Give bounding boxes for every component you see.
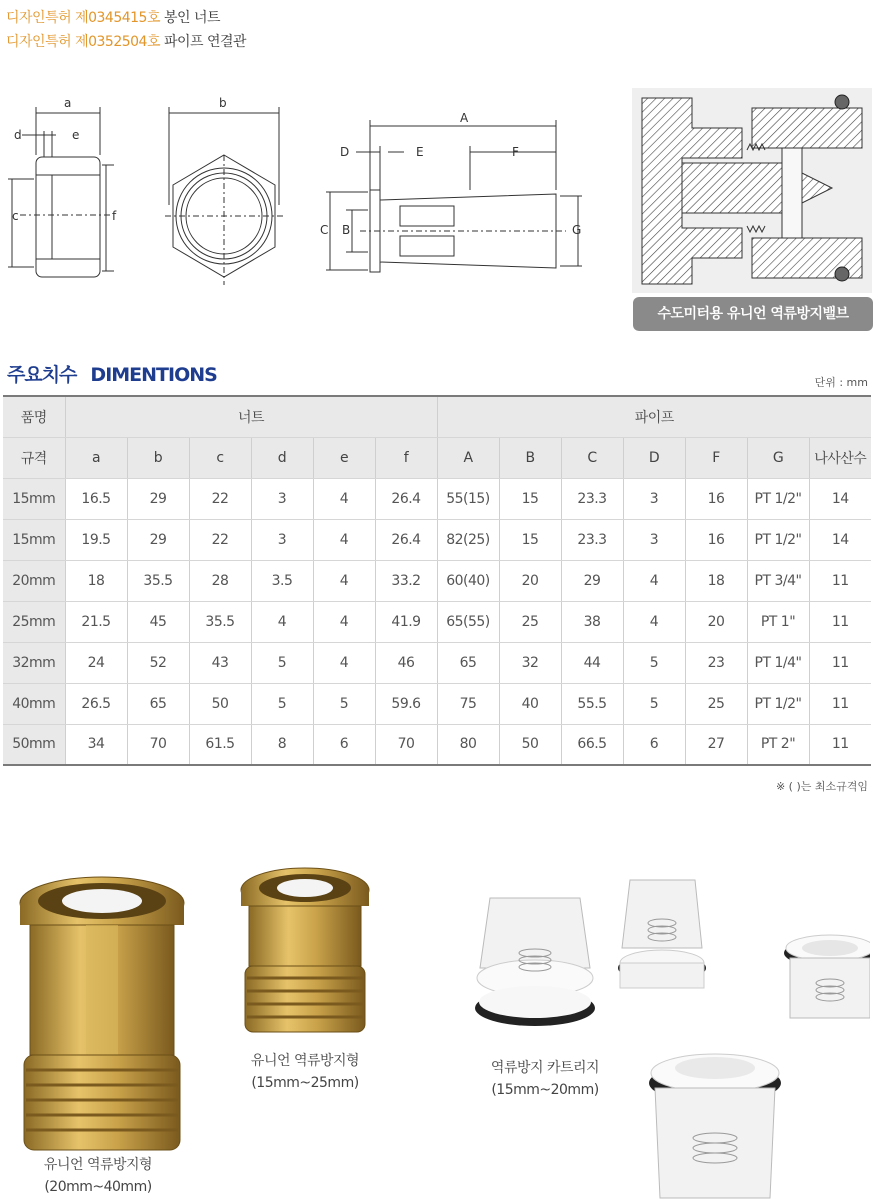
table-cell: 11 bbox=[809, 724, 871, 765]
unit-label: 단위 : mm bbox=[814, 376, 868, 389]
table-cell: 18 bbox=[65, 560, 127, 601]
row-size-cell: 40mm bbox=[3, 683, 65, 724]
table-cell: PT 2" bbox=[747, 724, 809, 765]
table-cell: 18 bbox=[685, 560, 747, 601]
table-group-header-row bbox=[3, 396, 871, 437]
dim-label-e: e bbox=[72, 128, 80, 142]
patent-code: 디자인특허 제0345415호 bbox=[6, 10, 160, 26]
product-name: 유니언 역류방지형 bbox=[43, 1157, 153, 1173]
table-cell: 50 bbox=[189, 683, 251, 724]
column-header: f bbox=[375, 437, 437, 478]
product-size: (15mm~25mm) bbox=[251, 1075, 359, 1091]
table-cell: 40 bbox=[499, 683, 561, 724]
product-name: 역류방지 카트리지 bbox=[490, 1060, 600, 1076]
table-cell: 14 bbox=[809, 478, 871, 519]
product-caption-3 bbox=[455, 1057, 635, 1101]
column-header: 나사산수 bbox=[809, 437, 871, 478]
valve-cross-section bbox=[632, 88, 872, 293]
header-pipe: 파이프 bbox=[437, 396, 871, 437]
table-cell: 3 bbox=[251, 478, 313, 519]
table-cell: 4 bbox=[623, 560, 685, 601]
patent-name: 봉인 너트 bbox=[163, 10, 221, 26]
table-row bbox=[3, 724, 871, 765]
table-cell: 6 bbox=[623, 724, 685, 765]
table-cell: 28 bbox=[189, 560, 251, 601]
table-cell: 27 bbox=[685, 724, 747, 765]
dim-label-f: f bbox=[112, 209, 117, 223]
table-cell: 15 bbox=[499, 478, 561, 519]
table-row bbox=[3, 560, 871, 601]
valve-caption: 수도미터용 유니언 역류방지밸브 bbox=[633, 297, 873, 331]
table-cell: 25 bbox=[499, 601, 561, 642]
table-cell: 55.5 bbox=[561, 683, 623, 724]
dim-label-F: F bbox=[512, 145, 519, 159]
table-cell: 3 bbox=[251, 519, 313, 560]
table-cell: 20 bbox=[499, 560, 561, 601]
table-cell: 23.3 bbox=[561, 519, 623, 560]
table-cell: 3 bbox=[623, 519, 685, 560]
table-cell: 25 bbox=[685, 683, 747, 724]
table-cell: 34 bbox=[65, 724, 127, 765]
table-cell: 6 bbox=[313, 724, 375, 765]
table-cell: 4 bbox=[251, 601, 313, 642]
table-cell: 5 bbox=[251, 683, 313, 724]
table-row bbox=[3, 478, 871, 519]
table-row bbox=[3, 683, 871, 724]
product-size: (15mm~20mm) bbox=[491, 1082, 599, 1098]
table-cell: 59.6 bbox=[375, 683, 437, 724]
table-note: ※ ( )는 최소규격임 bbox=[775, 780, 868, 793]
table-cell: 11 bbox=[809, 642, 871, 683]
table-cell: 3 bbox=[623, 478, 685, 519]
table-cell: 23.3 bbox=[561, 478, 623, 519]
dim-label-B: B bbox=[342, 223, 351, 237]
table-cell: 29 bbox=[127, 519, 189, 560]
table-cell: 65 bbox=[127, 683, 189, 724]
dim-label-a: a bbox=[64, 96, 72, 110]
table-cell: 15 bbox=[499, 519, 561, 560]
table-row bbox=[3, 642, 871, 683]
table-cell: 16 bbox=[685, 478, 747, 519]
table-cell: 3.5 bbox=[251, 560, 313, 601]
patent-line-1 bbox=[6, 6, 246, 30]
table-cell: 52 bbox=[127, 642, 189, 683]
table-cell: 16.5 bbox=[65, 478, 127, 519]
dim-label-D: D bbox=[340, 145, 350, 159]
column-header: d bbox=[251, 437, 313, 478]
table-cell: 8 bbox=[251, 724, 313, 765]
product-name: 유니언 역류방지형 bbox=[250, 1053, 360, 1069]
table-cell: 26.5 bbox=[65, 683, 127, 724]
column-header: D bbox=[623, 437, 685, 478]
product-caption-2 bbox=[225, 1050, 385, 1094]
column-header: B bbox=[499, 437, 561, 478]
union-backflow-large-image bbox=[12, 865, 192, 1155]
column-header: a bbox=[65, 437, 127, 478]
table-cell: 4 bbox=[313, 560, 375, 601]
table-cell: 26.4 bbox=[375, 519, 437, 560]
pipe-drawing bbox=[320, 110, 590, 330]
patent-list bbox=[6, 6, 246, 54]
dimensions-table bbox=[3, 395, 871, 766]
table-cell: 55(15) bbox=[437, 478, 499, 519]
header-product: 품명 bbox=[3, 396, 65, 437]
table-cell: PT 1/2" bbox=[747, 519, 809, 560]
table-cell: 32 bbox=[499, 642, 561, 683]
table-cell: 41.9 bbox=[375, 601, 437, 642]
table-row bbox=[3, 601, 871, 642]
table-cell: 22 bbox=[189, 519, 251, 560]
table-cell: 35.5 bbox=[127, 560, 189, 601]
table-cell: 29 bbox=[561, 560, 623, 601]
table-cell: 5 bbox=[623, 642, 685, 683]
dim-label-C: C bbox=[320, 223, 329, 237]
table-cell: 16 bbox=[685, 519, 747, 560]
table-cell: 33.2 bbox=[375, 560, 437, 601]
table-cell: 43 bbox=[189, 642, 251, 683]
nut-side-drawing bbox=[0, 95, 120, 315]
column-header: G bbox=[747, 437, 809, 478]
table-cell: 82(25) bbox=[437, 519, 499, 560]
dim-label-E: E bbox=[416, 145, 424, 159]
section-title-ko: 주요치수 bbox=[7, 364, 77, 386]
table-cell: 11 bbox=[809, 601, 871, 642]
dim-label-c: c bbox=[12, 209, 19, 223]
row-size-cell: 20mm bbox=[3, 560, 65, 601]
dim-label-b: b bbox=[219, 96, 227, 110]
table-cell: 4 bbox=[313, 601, 375, 642]
table-cell: 4 bbox=[313, 642, 375, 683]
table-cell: 65(55) bbox=[437, 601, 499, 642]
column-header: c bbox=[189, 437, 251, 478]
table-cell: 11 bbox=[809, 683, 871, 724]
table-cell: 50 bbox=[499, 724, 561, 765]
table-cell: 26.4 bbox=[375, 478, 437, 519]
table-cell: 19.5 bbox=[65, 519, 127, 560]
dim-label-G: G bbox=[572, 223, 582, 237]
table-cell: 5 bbox=[623, 683, 685, 724]
backflow-cartridge-image bbox=[470, 868, 870, 1203]
table-cell: 23 bbox=[685, 642, 747, 683]
dim-label-d: d bbox=[14, 128, 22, 142]
patent-name: 파이프 연결관 bbox=[163, 34, 247, 50]
product-size: (20mm~40mm) bbox=[44, 1179, 152, 1195]
table-cell: 60(40) bbox=[437, 560, 499, 601]
column-header: 규격 bbox=[3, 437, 65, 478]
table-cell: 5 bbox=[313, 683, 375, 724]
table-cell: 22 bbox=[189, 478, 251, 519]
table-cell: 4 bbox=[623, 601, 685, 642]
nut-front-drawing bbox=[155, 95, 295, 315]
row-size-cell: 15mm bbox=[3, 478, 65, 519]
section-title bbox=[7, 360, 217, 387]
table-cell: 38 bbox=[561, 601, 623, 642]
table-cell: 46 bbox=[375, 642, 437, 683]
column-header: b bbox=[127, 437, 189, 478]
row-size-cell: 25mm bbox=[3, 601, 65, 642]
table-cell: 70 bbox=[127, 724, 189, 765]
table-cell: 61.5 bbox=[189, 724, 251, 765]
column-header: F bbox=[685, 437, 747, 478]
patent-line-2 bbox=[6, 30, 246, 54]
table-cell: 20 bbox=[685, 601, 747, 642]
table-cell: 24 bbox=[65, 642, 127, 683]
table-cell: 5 bbox=[251, 642, 313, 683]
union-backflow-small-image bbox=[235, 858, 375, 1038]
product-caption-1 bbox=[8, 1154, 188, 1198]
row-size-cell: 50mm bbox=[3, 724, 65, 765]
table-cell: 21.5 bbox=[65, 601, 127, 642]
table-cell: PT 1/2" bbox=[747, 683, 809, 724]
table-cell: PT 1" bbox=[747, 601, 809, 642]
table-cell: 70 bbox=[375, 724, 437, 765]
table-cell: 35.5 bbox=[189, 601, 251, 642]
table-cell: 75 bbox=[437, 683, 499, 724]
row-size-cell: 15mm bbox=[3, 519, 65, 560]
table-cell: 44 bbox=[561, 642, 623, 683]
column-header: e bbox=[313, 437, 375, 478]
row-size-cell: 32mm bbox=[3, 642, 65, 683]
table-cell: 65 bbox=[437, 642, 499, 683]
table-cell: PT 1/4" bbox=[747, 642, 809, 683]
column-header: A bbox=[437, 437, 499, 478]
table-row bbox=[3, 519, 871, 560]
header-nut: 너트 bbox=[65, 396, 437, 437]
patent-code: 디자인특허 제0352504호 bbox=[6, 34, 160, 50]
table-cell: 29 bbox=[127, 478, 189, 519]
table-cell: 14 bbox=[809, 519, 871, 560]
section-title-en: DIMENTIONS bbox=[90, 364, 217, 386]
column-header: C bbox=[561, 437, 623, 478]
table-column-header-row bbox=[3, 437, 871, 478]
table-cell: PT 1/2" bbox=[747, 478, 809, 519]
table-cell: 80 bbox=[437, 724, 499, 765]
table-cell: 4 bbox=[313, 519, 375, 560]
table-cell: PT 3/4" bbox=[747, 560, 809, 601]
table-cell: 45 bbox=[127, 601, 189, 642]
table-cell: 11 bbox=[809, 560, 871, 601]
table-cell: 4 bbox=[313, 478, 375, 519]
dim-label-A: A bbox=[460, 111, 469, 125]
table-cell: 66.5 bbox=[561, 724, 623, 765]
